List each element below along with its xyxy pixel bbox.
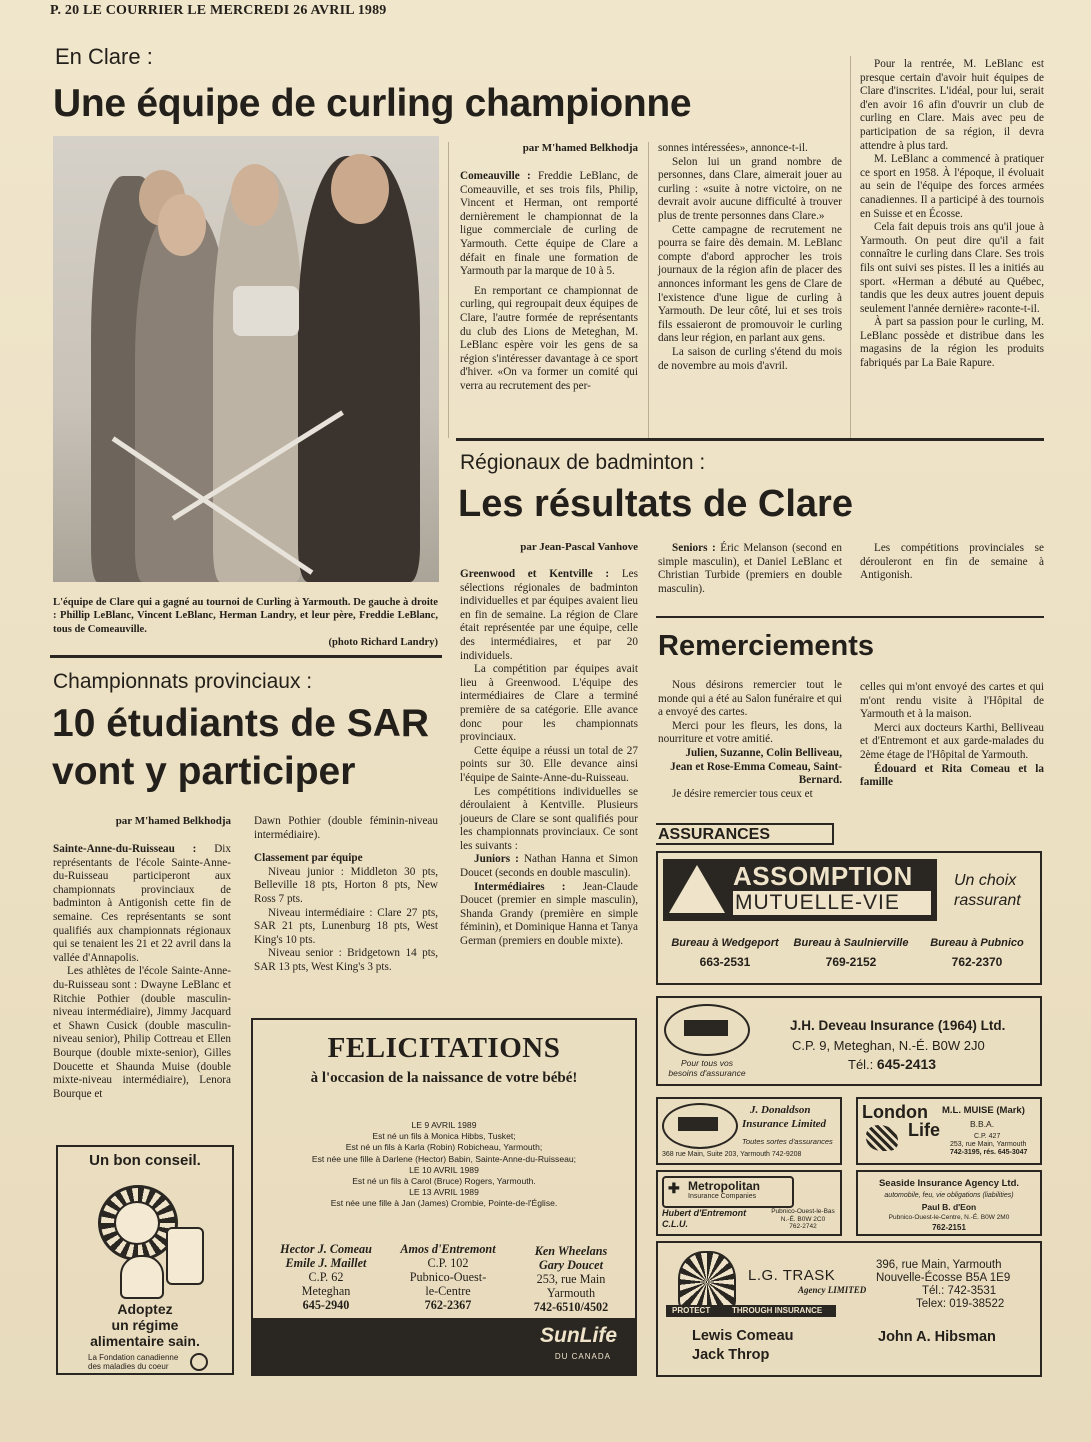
paragraph: À part sa passion pour le curling, M. LeBlanc possède et distribue dans les magasins de la région les produits fabriqués par La Baie Rapure. — [860, 316, 1044, 370]
deveau-phone: 645-2413 — [876, 1056, 937, 1072]
curling-kicker: En Clare : — [55, 44, 153, 69]
office-phone: 762-2370 — [951, 955, 1003, 969]
remerciements-headline: Remerciements — [658, 630, 874, 662]
para-html: Seniors : Éric Melanson (second en simple masculin), et Daniel LeBlanc et Christian Turbide (premiers en double masculin). — [658, 542, 842, 595]
seaside-address: Pubnico-Ouest-le-Centre, N.-É. B0W 2M0 — [888, 1214, 1010, 1221]
cross-icon: ✚ — [668, 1180, 680, 1196]
deveau-name: J.H. Deveau Insurance (1964) Ltd. — [790, 1018, 1006, 1033]
birth-line: Est née une fille à Jan (James) Crombie, Pointe-de-l'Église. — [330, 1198, 558, 1209]
column-rule — [648, 142, 649, 438]
section-divider — [456, 438, 1044, 441]
footer-line: des maladies du coeur — [88, 1362, 169, 1371]
para-html: Édouard et Rita Comeau et la famille — [860, 762, 1044, 789]
caption-text: L'équipe de Clare qui a gagné au tournoi de Curling à Yarmouth. De gauche à droite : Phillip LeBlanc, Vincent LeBlanc, Herman Landry, et leur père, Freddie LeBlanc, tous de Comeauville. — [53, 597, 438, 635]
agent-name: Emile J. Maillet — [285, 1256, 367, 1270]
tag-line: besoins d'assurance — [668, 1068, 746, 1078]
page-header: P. 20 LE COURRIER LE MERCREDI 26 AVRIL 1989 — [50, 3, 387, 18]
logo-line: London — [862, 1102, 928, 1122]
badminton-headline: Les résultats de Clare — [458, 483, 853, 525]
donaldson-tagline: Toutes sortes d'assurances — [742, 1137, 833, 1146]
metropolitan-agent — [662, 1208, 746, 1230]
address-line: C.P. 427 — [974, 1133, 1001, 1140]
london-life-ad — [856, 1097, 1042, 1165]
heart-icon — [190, 1353, 208, 1371]
paragraph: Cette campagne de recrutement ne pourra se faire dès demain. M. LeBlanc compte d'abord approcher les trois journaux de la région afin de placer des annonces informant les gens de Clare de l'existence d'une ligue de curling à Yarmouth. De leur côté, lui et ses trois fils essaieront de promouvoir le curling dans leur région, en parlant aux gens. — [658, 223, 842, 345]
agent-line: Lewis Comeau — [692, 1328, 794, 1344]
trask-address — [876, 1259, 1010, 1311]
agent-address: le-Centre — [425, 1284, 471, 1298]
badminton-kicker: Régionaux de badminton : — [460, 451, 706, 474]
agent-address: 253, rue Main — [536, 1272, 606, 1286]
paragraph: Cela fait depuis trois ans qu'il joue à Yarmouth. On peut dire qu'il a fait connaître le curling dans Clare. Ses trois fils ont suivi ses pistes. Il les a initiés au sport. «Herman a débuté au Québec, tandis que les deux autres jouent depuis seulement l'année dernière» raconte-t-il. — [860, 221, 1044, 315]
lion-illustration — [80, 1177, 210, 1297]
badminton-col-1 — [460, 568, 638, 949]
assurances-label-box — [656, 823, 834, 845]
remerciements-col-2 — [860, 681, 1044, 790]
provinciaux-byline: par M'hamed Belkhodja — [115, 815, 231, 827]
felicitations-subtitle: à l'occasion de la naissance de votre bébé! — [310, 1070, 578, 1086]
paragraph — [460, 170, 638, 279]
agent-name: Gary Doucet — [539, 1258, 603, 1272]
agent-address: Pubnico-Ouest- — [409, 1270, 487, 1284]
footer-line: La Fondation canadienne — [88, 1353, 179, 1362]
deveau-tagline — [658, 1058, 756, 1078]
trask-agents — [692, 1327, 794, 1365]
para-html: Sainte-Anne-du-Ruisseau : Dix représentants de l'école Sainte-Anne-du-Ruisseau participeront aux championnats provinciaux de badminton à Antigonish cette fin de semaine. Ces représentants se sont qualifiés aux championnats régionaux qui se tenaient les 21 et 22 avril dans la vallée d'Annapolis. — [53, 843, 231, 964]
metropolitan-address — [766, 1208, 840, 1231]
logo-line: Life — [908, 1120, 941, 1140]
deveau-address: C.P. 9, Meteghan, N.-É. B0W 2J0 — [792, 1038, 985, 1053]
assomption-slogan — [954, 871, 1021, 911]
trask-phone: Tél.: 742-3531 — [922, 1285, 997, 1297]
paragraph: Pour la rentrée, M. LeBlanc est presque certain d'avoir huit équipes de Clare d'inscrites. L'idéal, pour lui, serait d'en avoir 16 afin d'ouvrir un club de curling en Clare. Mais avec peu de participation de sa région, il devra attendre à plus tard. — [860, 58, 1044, 152]
photo-credit: (photo Richard Landry) — [328, 637, 438, 649]
office-saulnierville — [788, 937, 914, 969]
paragraph: La saison de curling s'étend du mois de novembre au mois d'avril. — [658, 345, 842, 372]
paragraph: En remportant ce championnat de curling, qui regroupait deux équipes de Clare, l'autre formée de représentants du club des Lions de Meteghan, M. LeBlanc espère voir les gens de sa région s'intéresser davantage à ce sport d'hiver. «On va former un comité qui verra au recrutement des per- — [460, 284, 638, 392]
address-line: N.-É. B0W 2C0 — [780, 1215, 826, 1223]
para-html: Julien, Suzanne, Colin Belliveau, Jean et Rose-Emma Comeau, Saint-Bernard. — [670, 746, 842, 787]
badminton-col-3 — [860, 542, 1044, 583]
column-rule — [448, 142, 449, 438]
birth-line: Est né un fils à Karla (Robin) Robicheau, Yarmouth; — [345, 1142, 543, 1153]
address-line: Nouvelle-Écosse B5A 1E9 — [876, 1272, 1011, 1284]
slogan-line: rassurant — [954, 892, 1021, 909]
curling-byline: par M'hamed Belkhodja — [522, 142, 638, 154]
office-label: Bureau à Wedgeport — [671, 937, 779, 949]
ad-footer — [88, 1353, 178, 1371]
agent-address: C.P. 62 — [308, 1270, 344, 1284]
paragraph: Niveau intermédiaire : Clare 27 pts, SAR 21 pts, Lunenburg 18 pts, West King's 10 pts. — [254, 906, 438, 946]
metropolitan-phone: 762-2742 — [789, 1223, 817, 1230]
london-phone: 742-3195, rés. 645-3047 — [950, 1149, 1028, 1156]
slogan-line: Un choix — [954, 872, 1017, 889]
seaside-tagline: automobile, feu, vie obligations (liabilities) — [884, 1192, 1014, 1199]
office-label: Bureau à Saulnierville — [793, 937, 909, 949]
column-rule — [850, 56, 851, 438]
london-address — [950, 1133, 1027, 1157]
curling-col-2 — [658, 142, 842, 373]
office-pubnico — [914, 937, 1040, 969]
paragraph: La compétition par équipes avait lieu à Greenwood. L'équipe des intermédiaires de Clare a terminé première de sa catégorie. Elle avance donc pour les championnats provinciaux. — [460, 663, 638, 744]
agent-phone: 645-2940 — [302, 1298, 350, 1312]
sunlife-logo: SunLife — [540, 1324, 617, 1347]
name-line: Insurance Limited — [742, 1118, 827, 1130]
heart-foundation-ad — [56, 1145, 234, 1375]
office-phone: 769-2152 — [825, 955, 877, 969]
felicitations-title: FELICITATIONS — [327, 1032, 561, 1064]
metropolitan-sub: Insurance Companies — [688, 1193, 757, 1200]
headline-line-1: 10 étudiants de SAR — [52, 702, 430, 745]
paragraph: celles qui m'ont envoyé des cartes et qui m'ont rendu visite à l'Hôpital de Yarmouth et à la maison. — [860, 681, 1044, 721]
para-html: Juniors : Nathan Hanna et Simon Doucet (seconds en double masculin). — [460, 853, 638, 880]
paragraph: Merci pour les fleurs, les dons, la nourriture et votre amitié. — [658, 719, 842, 746]
agent-phone: 762-2367 — [424, 1298, 472, 1312]
para-html: Intermédiaires : Jean-Claude Doucet (premier en simple masculin), Shanda Grandy (première en simple féminin), et Dominique Hanna et Tanya German (premiers en double mixte). — [460, 880, 638, 948]
tag-line: Pour tous vos — [681, 1058, 733, 1068]
donaldson-address: 368 rue Main, Suite 203, Yarmouth 742-9208 — [662, 1151, 802, 1158]
curling-col-3 — [860, 58, 1044, 371]
trask-ad — [656, 1241, 1042, 1377]
agent-comeau — [265, 1242, 387, 1312]
para-html: Classement par équipe — [254, 852, 363, 865]
birth-line: LE 10 AVRIL 1989 — [409, 1164, 479, 1175]
birth-line: Est né un fils à Monica Hibbs, Tusket; — [372, 1131, 516, 1142]
birth-line: Est né un fils à Carol (Bruce) Rogers, Yarmouth. — [352, 1176, 536, 1187]
agent-address: C.P. 102 — [427, 1256, 469, 1270]
assurances-label: ASSURANCES — [658, 826, 771, 843]
london-degree: B.B.A. — [970, 1119, 995, 1129]
agent-name: Hector J. Comeau — [280, 1242, 372, 1256]
donaldson-name — [742, 1103, 826, 1131]
address-line: 253, rue Main, Yarmouth — [950, 1141, 1027, 1148]
trask-agent-3: John A. Hibsman — [878, 1329, 996, 1345]
trask-banner — [666, 1305, 836, 1317]
paragraph: Nous désirons remercier tout le monde qui a été au Salon funéraire et qui a envoyé des cartes. — [658, 679, 842, 719]
paragraph: Niveau junior : Middleton 30 pts, Belleville 18 pts, Horton 8 pts, New Ross 7 pts. — [254, 865, 438, 905]
seaside-ad — [856, 1170, 1042, 1236]
curling-headline: Une équipe de curling championne — [53, 82, 692, 125]
banner-right: THROUGH INSURANCE — [732, 1306, 823, 1315]
office-phone: 663-2531 — [699, 955, 751, 969]
seaside-name: Seaside Insurance Agency Ltd. — [878, 1178, 1020, 1189]
insurance-agent-logo-icon — [664, 1004, 750, 1056]
agent-line: Jack Throp — [692, 1347, 770, 1363]
provinciaux-col-1 — [53, 843, 231, 1101]
birth-line: LE 13 AVRIL 1989 — [409, 1187, 479, 1198]
assomption-sub: MUTUELLE-VIE — [735, 891, 900, 914]
curling-col-1 — [460, 170, 638, 394]
agent-name: Ken Wheelans — [534, 1244, 608, 1258]
metropolitan-ad — [656, 1170, 842, 1236]
birth-announcements — [253, 1120, 635, 1210]
slogan-line: Adoptez — [117, 1301, 173, 1317]
metropolitan-name: Metropolitan — [688, 1179, 760, 1193]
office-label: Bureau à Pubnico — [930, 937, 1024, 949]
ad-title: Un bon conseil. — [89, 1152, 201, 1169]
deveau-ad — [656, 996, 1042, 1086]
para-html: Greenwood et Kentville : Les sélections régionales de badminton individuelles et par équipes avaient lieu en fin de semaine. La région de Clare était représentée par une équipe, celle des intermédiaires, et par 20 individuels. — [460, 568, 638, 662]
sunlife-banner — [253, 1318, 635, 1374]
london-agent: M.L. MUISE (Mark) — [942, 1105, 1025, 1116]
paragraph: Merci aux docteurs Karthi, Belliveau et d'Entremont et aux garde-malades du 2ème étage de l'Hôpital de Yarmouth. — [860, 721, 1044, 761]
paragraph: Niveau senior : Bridgetown 14 pts, SAR 13 pts, West King's 3 pts. — [254, 947, 438, 973]
assomption-name: ASSOMPTION — [733, 861, 913, 891]
agent-phone: 742-6510/4502 — [533, 1300, 609, 1314]
name-line: J. Donaldson — [750, 1104, 811, 1116]
paragraph: Selon lui un grand nombre de personnes, dans Clare, aimerait jouer au curling : «suite à notre victoire, on ne devrait avoir aucune difficulté à trouver plus de trente personnes dans Clare.» — [658, 155, 842, 222]
donaldson-ad — [656, 1097, 842, 1165]
headline-line-2: vont y participer — [52, 749, 356, 793]
badminton-byline: par Jean-Pascal Vanhove — [520, 541, 638, 553]
address-line: 396, rue Main, Yarmouth — [876, 1259, 1002, 1271]
para-html: Comeauville : Freddie LeBlanc, de Comeauville, et ses trois fils, Philip, Vincent et Herman, ont remporté dernièrement le championnat de la ligue commerciale de curling de Yarmouth. Cette équipe de Clare a défait en finale une formation de Yarmouth par la marque de 10 à 5. — [460, 170, 638, 278]
trask-name: L.G. TRASK — [748, 1267, 836, 1284]
paragraph: Les compétitions provinciales se dérouleront en fin de semaine à Antigonish. — [860, 542, 1044, 582]
trask-sub: Agency LIMITED — [798, 1285, 867, 1295]
deveau-phone-line — [848, 1056, 936, 1072]
birth-line: LE 9 AVRIL 1989 — [411, 1120, 477, 1130]
assomption-logo — [663, 859, 937, 921]
curling-team-photo — [53, 136, 439, 582]
ad-slogan — [58, 1301, 232, 1349]
address-line: Pubnico-Ouest-le-Bas — [771, 1208, 835, 1215]
assomption-subbar — [733, 891, 931, 915]
paragraph: M. LeBlanc a commencé à pratiquer ce sport en 1958. À l'époque, il évoluait au sein de l'équipe des forces armées canadiennes. Il a participé à des tournois en Suisse et en Écosse. — [860, 153, 1044, 220]
triangle-icon — [669, 865, 725, 913]
trask-telex: Telex: 019-38522 — [916, 1298, 1005, 1310]
section-divider — [50, 655, 442, 658]
slogan-line: un régime — [111, 1317, 179, 1333]
sunlife-sub: DU CANADA — [554, 1352, 611, 1361]
metropolitan-logo — [662, 1176, 794, 1208]
assomption-ad — [656, 851, 1042, 985]
slogan-line: alimentaire sain. — [90, 1333, 200, 1349]
paragraph: Les compétitions individuelles se déroulaient à Kentville. Plusieurs joueurs de Clare se sont qualifiés pour les championnats provinciaux. Ce sont les suivants : — [460, 785, 638, 852]
provinciaux-col-2 — [254, 815, 438, 975]
remerciements-col-1 — [658, 679, 842, 801]
paragraph: Cette équipe a réussi un total de 27 points sur 30. Elle devance ainsi l'équipe de Sainte-Anne-du-Ruisseau. — [460, 744, 638, 784]
agent-address: Yarmouth — [546, 1286, 596, 1300]
badminton-col-2 — [658, 542, 842, 596]
provinciaux-kicker: Championnats provinciaux : — [53, 670, 313, 693]
banner-left: PROTECT — [672, 1306, 711, 1315]
agent-name: Amos d'Entremont — [400, 1242, 496, 1256]
birth-line: Est née une fille à Darlene (Hector) Babin, Sainte-Anne-du-Ruisseau; — [311, 1153, 577, 1164]
agent-line: Hubert d'Entremont — [662, 1208, 747, 1218]
seaside-phone: 762-2151 — [932, 1223, 966, 1232]
paragraph: Dawn Pothier (double féminin-niveau intermédiaire). — [254, 815, 438, 841]
photo-caption — [53, 596, 438, 650]
paragraph: Je désire remercier tous ceux et — [672, 787, 813, 800]
paragraph: Les athlètes de l'école Sainte-Anne-du-Ruisseau sont : Dwayne LeBlanc et Ritchie Pothier (double masculin-niveau intermédiaire), Jimmy Jacquard et Shawn Cusick (double masculin-niveau senior), Philip Cottreau et Ellen Bourque (double mixte-senior), Gilles Doucette et Shaunda Muise (double mixte-niveau intermédiaire), Lenora Bourque et — [53, 965, 231, 1100]
paragraph: sonnes intéressées», annonce-t-il. — [658, 142, 808, 154]
agent-line: C.L.U. — [662, 1219, 688, 1229]
agent-wheelans — [509, 1244, 633, 1314]
section-divider — [656, 616, 1044, 618]
agent-address: Meteghan — [301, 1284, 351, 1298]
provinciaux-headline — [52, 702, 429, 793]
insurance-agent-logo-icon — [662, 1103, 738, 1149]
lion-icon — [678, 1251, 736, 1313]
felicitations-ad — [251, 1018, 637, 1376]
agent-dentremont — [393, 1242, 503, 1312]
seaside-agent: Paul B. d'Eon — [921, 1202, 977, 1212]
office-wedgeport — [662, 937, 788, 969]
tel-label: Tél.: — [848, 1057, 874, 1072]
